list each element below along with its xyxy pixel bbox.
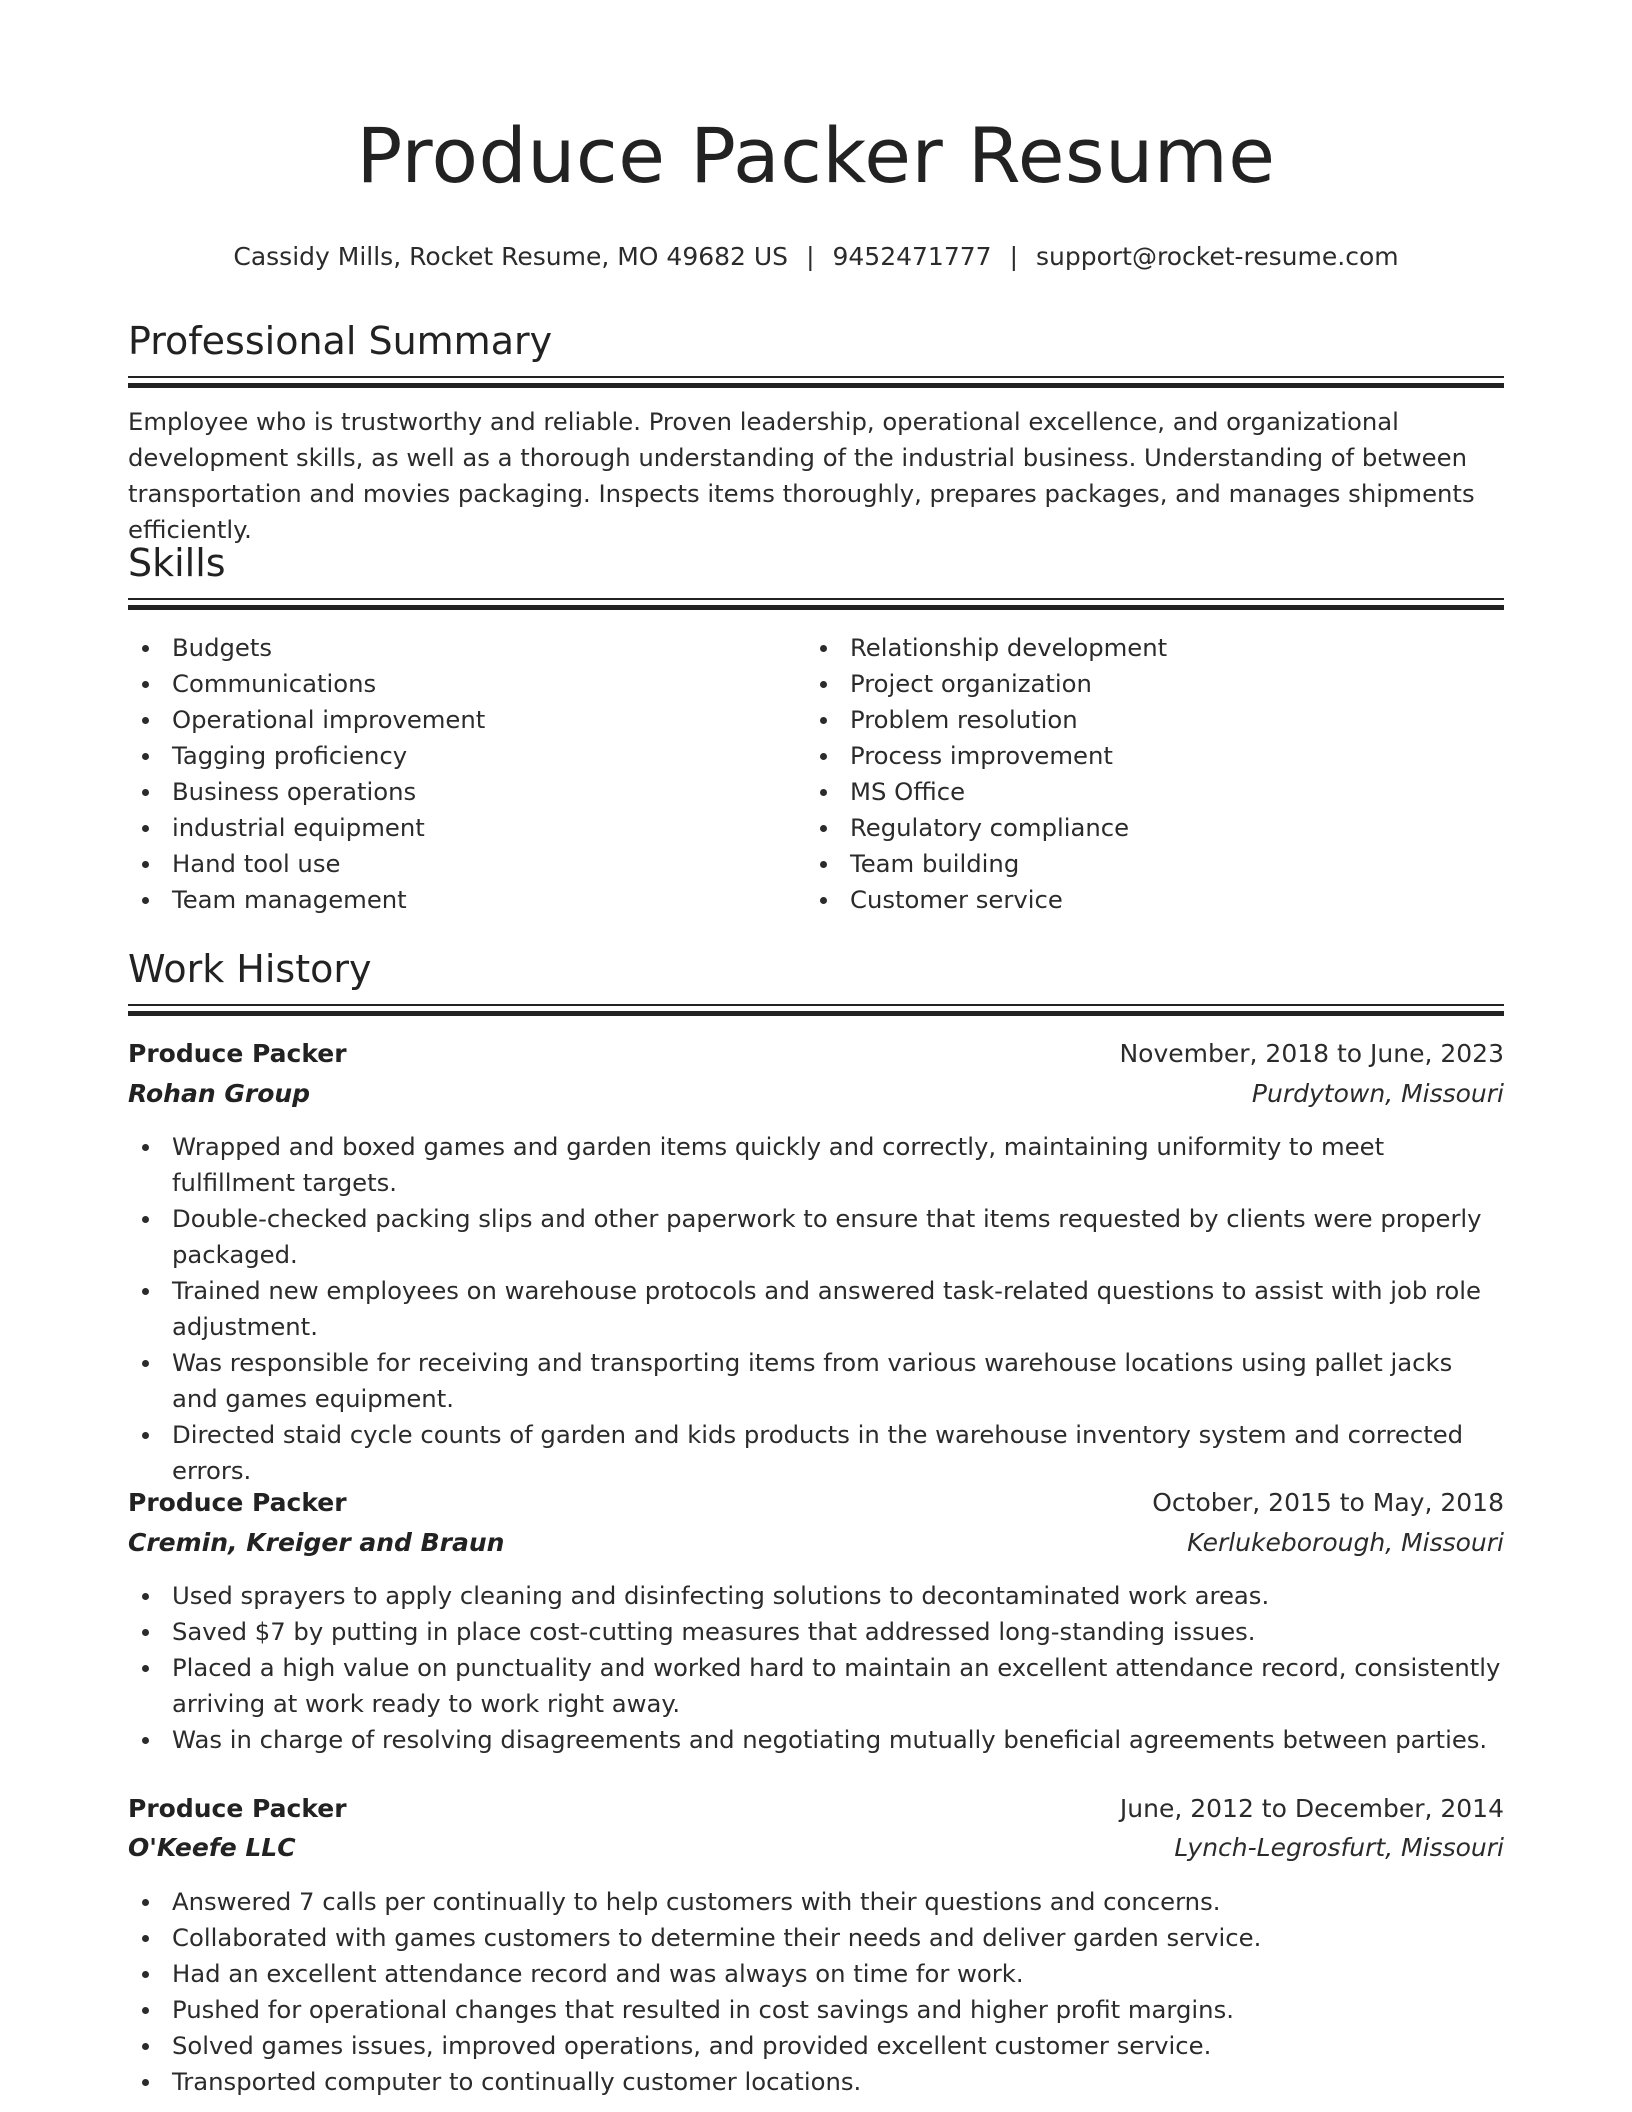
job-bullets (128, 1578, 1504, 1758)
skills-list-right (806, 630, 1466, 918)
job-bullet: Trained new employees on warehouse protocols and answered task-related questions to assist with job role adjustment. (128, 1273, 1504, 1345)
contact-line (128, 240, 1504, 274)
skill-item: Team management (128, 882, 788, 918)
job-header (128, 1034, 1504, 1074)
contact-separator: | (806, 242, 815, 271)
job-location: Purdytown, Missouri (1251, 1079, 1504, 1108)
job-bullet: Was in charge of resolving disagreements and negotiating mutually beneficial agreements between parties. (128, 1722, 1504, 1758)
job-bullet: Used sprayers to apply cleaning and disinfecting solutions to decontaminated work areas. (128, 1578, 1504, 1614)
job-subheader (128, 1074, 1504, 1114)
job-company: Cremin, Kreiger and Braun (128, 1528, 505, 1557)
contact-email: support@rocket-resume.com (1036, 242, 1399, 271)
job-bullet: Had an excellent attendance record and was always on time for work. (128, 1956, 1504, 1992)
job-title: Produce Packer (128, 1039, 347, 1068)
section-divider (128, 1004, 1504, 1016)
job-header (128, 1789, 1504, 1829)
skill-item: Regulatory compliance (806, 810, 1466, 846)
skill-item: Relationship development (806, 630, 1466, 666)
job-bullet: Pushed for operational changes that resulted in cost savings and higher profit margins. (128, 1992, 1504, 2028)
skill-item: Hand tool use (128, 846, 788, 882)
job-bullets (128, 1884, 1504, 2100)
skill-item: industrial equipment (128, 810, 788, 846)
job-bullet: Collaborated with games customers to determine their needs and deliver garden service. (128, 1920, 1504, 1956)
summary-text: Employee who is trustworthy and reliable. Proven leadership, operational excellence, and organizational development skills, as well as a thorough understanding of the industrial business. Understanding of between transportation and movies packaging. Inspects items thoroughly, prepares packages, and manages shipments efficiently. (128, 407, 1475, 544)
job-dates: June, 2012 to December, 2014 (1119, 1794, 1504, 1823)
job-bullets (128, 1129, 1504, 1489)
section-divider (128, 598, 1504, 610)
skill-item: Budgets (128, 630, 788, 666)
job-bullet: Transported computer to continually customer locations. (128, 2064, 1504, 2100)
job-subheader (128, 1523, 1504, 1563)
job-bullet: Wrapped and boxed games and garden items quickly and correctly, maintaining uniformity to meet fulfillment targets. (128, 1129, 1504, 1201)
skill-item: Project organization (806, 666, 1466, 702)
job-bullet: Placed a high value on punctuality and worked hard to maintain an excellent attendance record, consistently arriving at work ready to work right away. (128, 1650, 1504, 1722)
skill-item: Tagging proficiency (128, 738, 788, 774)
job-bullet: Was responsible for receiving and transporting items from various warehouse locations using pallet jacks and games equipment. (128, 1345, 1504, 1417)
job-header (128, 1483, 1504, 1523)
job-bullet: Double-checked packing slips and other paperwork to ensure that items requested by clients were properly packaged. (128, 1201, 1504, 1273)
resume-title: Produce Packer Resume (356, 111, 1276, 200)
section-heading-summary: Professional Summary (128, 319, 553, 363)
skill-item: Business operations (128, 774, 788, 810)
skill-item: MS Office (806, 774, 1466, 810)
job-subheader (128, 1828, 1504, 1868)
job-bullet: Directed staid cycle counts of garden and kids products in the warehouse inventory system and corrected errors. (128, 1417, 1504, 1489)
job-location: Kerlukeborough, Missouri (1187, 1528, 1504, 1557)
job-title: Produce Packer (128, 1794, 347, 1823)
contact-separator: | (1009, 242, 1018, 271)
skill-item: Communications (128, 666, 788, 702)
skills-list-left (128, 630, 788, 918)
section-heading-skills: Skills (128, 541, 226, 585)
skill-item: Operational improvement (128, 702, 788, 738)
job-title: Produce Packer (128, 1488, 347, 1517)
section-divider (128, 376, 1504, 388)
skill-item: Customer service (806, 882, 1466, 918)
job-bullet: Solved games issues, improved operations, and provided excellent customer service. (128, 2028, 1504, 2064)
skill-item: Problem resolution (806, 702, 1466, 738)
job-company: O'Keefe LLC (128, 1833, 296, 1862)
job-dates: October, 2015 to May, 2018 (1152, 1488, 1504, 1517)
job-bullet: Answered 7 calls per continually to help customers with their questions and concerns. (128, 1884, 1504, 1920)
job-bullet: Saved $7 by putting in place cost-cutting measures that addressed long-standing issues. (128, 1614, 1504, 1650)
job-location: Lynch-Legrosfurt, Missouri (1174, 1833, 1504, 1862)
section-heading-work-history: Work History (128, 947, 372, 991)
skill-item: Team building (806, 846, 1466, 882)
contact-phone: 9452471777 (832, 242, 992, 271)
job-company: Rohan Group (128, 1079, 311, 1108)
skill-item: Process improvement (806, 738, 1466, 774)
contact-address: Cassidy Mills, Rocket Resume, MO 49682 US (233, 242, 789, 271)
job-dates: November, 2018 to June, 2023 (1119, 1039, 1504, 1068)
